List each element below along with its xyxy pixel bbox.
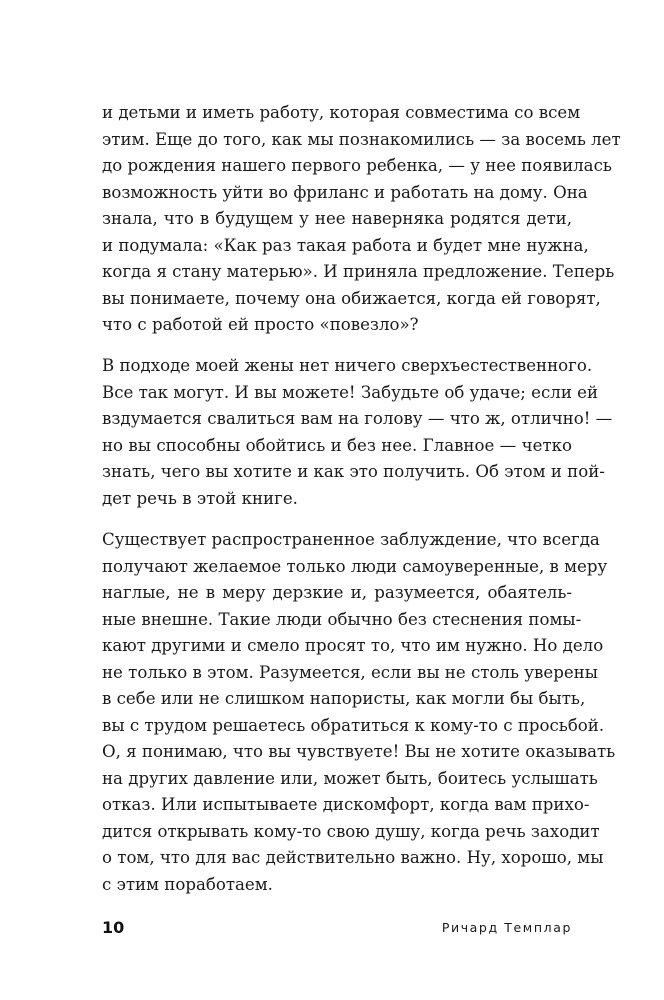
text-line: но вы способны обойтись и без нее. Главное — четко bbox=[102, 435, 572, 455]
text-line: о том, что для вас действительно важно. Ну, хорошо, мы bbox=[102, 848, 604, 867]
text-line: ные внешне. Такие люди обычно без стеснения помы- bbox=[102, 609, 582, 629]
text-line: наглые, не в меру дерзкие и, разумеется, обаятель- bbox=[102, 583, 572, 602]
page-footer bbox=[102, 918, 572, 938]
paragraph-3 bbox=[102, 527, 616, 898]
paragraph-2 bbox=[102, 353, 613, 512]
text-line: О, я понимаю, что вы чувствуете! Вы не хотите оказывать bbox=[102, 742, 616, 761]
text-line: в себе или не слишком напористы, как могли бы быть, bbox=[102, 689, 586, 708]
text-line: что с работой ей просто «повезло»? bbox=[102, 315, 419, 334]
text-line: дится открывать кому-то свою душу, когда речь заходит bbox=[102, 821, 600, 841]
text-line: знала, что в будущем у нее наверняка родятся дети, bbox=[102, 209, 572, 228]
paragraph-1 bbox=[102, 100, 621, 339]
text-line: вздумается свалиться вам на голову — что ж, отлично! — bbox=[102, 409, 613, 428]
text-line: когда я стану матерью». И приняла предложение. Теперь bbox=[102, 262, 615, 281]
text-line: с этим поработаем. bbox=[102, 874, 273, 894]
text-line: кают другими и смело просят то, что им нужно. Но дело bbox=[102, 636, 604, 655]
text-line: отказ. Или испытываете дискомфорт, когда вам прихо- bbox=[102, 795, 590, 814]
text-line: Существует распространенное заблуждение, что всегда bbox=[102, 530, 600, 549]
text-line: вы понимаете, почему она обижается, когда ей говорят, bbox=[102, 288, 601, 308]
text-line: знать, чего вы хотите и как это получить. Об этом и пой- bbox=[102, 462, 605, 481]
text-line: возможность уйти во фриланс и работать на дому. Она bbox=[102, 182, 588, 202]
text-line: этим. Еще до того, как мы познакомились — за восемь лет bbox=[102, 129, 621, 149]
book-page bbox=[102, 0, 621, 1000]
page-number: 10 bbox=[102, 918, 125, 937]
text-line: Все так могут. И вы можете! Забудьте об удаче; если ей bbox=[102, 382, 599, 402]
text-line: на других давление или, может быть, боитесь услышать bbox=[102, 768, 598, 788]
running-author: Ричард Темплар bbox=[441, 920, 572, 935]
text-line: и подумала: «Как раз такая работа и будет мне нужна, bbox=[102, 235, 589, 255]
text-line: до рождения нашего первого ребенка, — у нее появилась bbox=[102, 156, 612, 175]
text-line: вы с трудом решаетесь обратиться к кому-то с просьбой. bbox=[102, 715, 605, 735]
text-line: получают желаемое только люди самоуверенные, в меру bbox=[102, 556, 608, 576]
text-line: и детьми и иметь работу, которая совместима со всем bbox=[102, 103, 581, 122]
text-line: дет речь в этой книге. bbox=[102, 488, 298, 508]
text-line: В подходе моей жены нет ничего сверхъестественного. bbox=[102, 356, 593, 375]
text-line: не только в этом. Разумеется, если вы не столь уверены bbox=[102, 662, 598, 682]
